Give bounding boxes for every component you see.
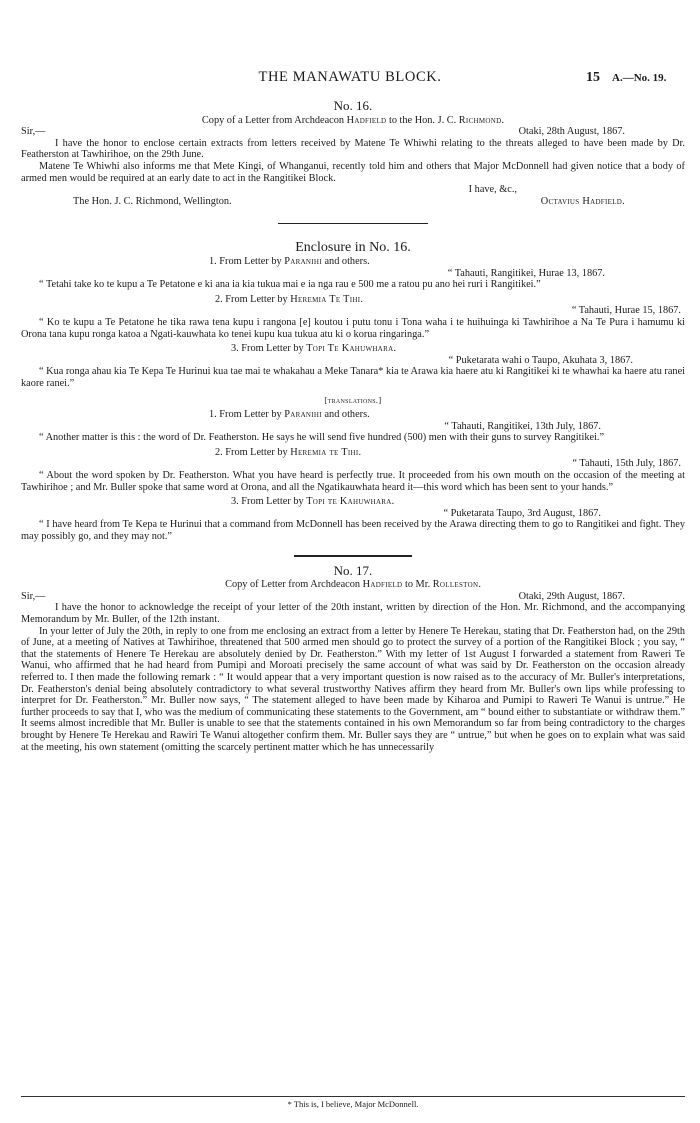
running-header: [0, 69, 700, 88]
dateline-row: [21, 458, 685, 470]
caption-text: and others.: [321, 255, 370, 267]
salutation: Sir,—: [21, 590, 46, 602]
letter-author: Paranihi: [284, 255, 322, 267]
no16-paragraph-1: I have the honor to enclose certain extracts from letters received by Matene Te Whiwhi relating to the threats alleged to have been made by Dr. Featherston at Tawhirihoe, on the 29th June.: [21, 137, 685, 161]
dateline-row: [21, 268, 685, 280]
closing: I have, &c.,: [468, 184, 517, 196]
dateline-row: [21, 508, 685, 520]
maori-letter-2: [21, 294, 685, 340]
no17-caption: [21, 579, 685, 591]
dateline-row: [21, 305, 685, 317]
caption-text: 1. From Letter by: [209, 255, 285, 267]
letter-caption: [21, 294, 685, 306]
caption-text: .: [358, 446, 362, 458]
translations-label: [translations.]: [324, 395, 382, 406]
caption-text: 3. From Letter by: [231, 343, 307, 355]
caption-text: 2. From Letter by: [215, 293, 291, 305]
letter-text: “ Kua ronga ahau kia Te Kepa Te Hurinui kua tae mai te whakahau a Meke Tanara* kia te Arawa kia haere atu ki Rangitikei ki te whawhai ka haere atu ranei kaore ranei.”: [21, 366, 685, 389]
caption-text: 3. From Letter by: [231, 496, 307, 508]
letter-dateline: “ Puketarata Taupo, 3rd August, 1867.: [443, 507, 601, 519]
english-letter-1: [21, 409, 685, 444]
place-date: Otaki, 29th August, 1867.: [518, 590, 625, 602]
dateline-row: [21, 421, 685, 433]
english-letter-2: [21, 447, 685, 493]
letter-text: “ I have heard from Te Kepa te Hurinui that a command from McDonnell has been received by the Arawa directing them to go to Rangitikei and fight. They may possibly go, and they may not.”: [21, 519, 685, 542]
paper-reference: A.—No. 19.: [612, 72, 667, 84]
english-letter-3: [21, 496, 685, 542]
section-divider: [294, 555, 412, 557]
footnote-area: [21, 1096, 685, 1111]
caption-recipient: Rolleston: [432, 579, 479, 591]
signature-line: [21, 196, 685, 208]
page-content: [21, 96, 685, 753]
letter-dateline: “ Tahauti, 15th July, 1867.: [572, 458, 681, 470]
caption-text: .: [360, 293, 363, 305]
footnote: * This is, I believe, Major McDonnell.: [287, 1099, 419, 1109]
letter-caption: [21, 496, 685, 508]
caption-text: 2. From Letter by: [215, 446, 291, 458]
letter-caption: [21, 447, 685, 459]
letter-text: “ About the word spoken by Dr. Featherston. What you have heard is perfectly true. It proceeded from his own mouth on the occasion of the meeting at Tawhirihoe ; and Mr. Buller spoke that same word at Orona, and all the Ngatikauwhata heard it—this word which has been sent to your hands.”: [21, 470, 685, 493]
addressee: The Hon. J. C. Richmond, Wellington.: [73, 195, 232, 207]
letter-author: Paranihi: [284, 409, 322, 421]
enclosure-heading: Enclosure in No. 16.: [295, 240, 411, 256]
letter-dateline: “ Puketarata wahi o Taupo, Akuhata 3, 1867.: [448, 354, 633, 366]
caption-recipient: Richmond: [458, 114, 502, 126]
no17-paragraph-1: I have the honor to acknowledge the receipt of your letter of the 20th instant, written by direction of the Hon. Mr. Richmond, and the accompanying Memorandum by Mr. Buller, of the 12th instant.: [21, 602, 685, 625]
caption-sender: Hadfield: [362, 579, 403, 591]
section-divider: [278, 223, 428, 224]
caption-text: to Mr.: [402, 579, 433, 591]
footnote-rule: [21, 1096, 685, 1097]
maori-letter-3: [21, 343, 685, 389]
caption-text: .: [393, 343, 397, 355]
no16-heading: No. 16.: [333, 98, 373, 113]
page-number: 15: [586, 70, 600, 85]
caption-text: .: [391, 496, 395, 508]
no16-caption: [21, 115, 685, 127]
letter-dateline: “ Tahauti, Hurae 15, 1867.: [571, 305, 681, 317]
closing-line: [21, 184, 685, 196]
caption-text: Copy of Letter from Archdeacon: [225, 579, 363, 591]
letter-text: “ Ko te kupu a Te Petatone he tika rawa tena kupu i rangona [e] koutou i putu tonu i Tona waha i te huihuinga ki Tawhirihoe a Na Te Pura i hamumu ki Orona tana kupu ronga katoa a Ngati-kauwhata ko tenei kupu kua tukua atu ki o korua ringaringa.”: [21, 316, 685, 340]
signature: Octavius Hadfield.: [540, 195, 625, 207]
letter-author: Topi Te Kahuwhara: [306, 343, 394, 355]
header-title: THE MANAWATU BLOCK.: [258, 69, 442, 85]
no17-paragraph-2: In your letter of July the 20th, in reply to one from me enclosing an extract from a letter by Henere Te Herekau, stating that Dr. Featherston had, on the 29th of June, at a meeting of Natives at Tawhirihoe, threatened that 500 armed men should go to protect the survey of a portion of the Rangitikei Block ; you say, “ that the statements of Henere Te Herekau are absolutely denied by Dr. Featherston.” With my letter of 1st August I forwarded a statement from Raweri Te Wanui, who affirmed that he had heard from Pumipi and Moroati precisely the same account of what was said by Dr. Featherston on the occasion already referred to. I then made the following remark : “ It would appear that a very important question is now raised as to the accuracy of Mr. Buller's interpretations, Dr. Featherston's denial being absolutely contradictory to what several trustworthy Natives affirm they heard from Mr. Buller's own lips while professing to interpret for Dr. Featherston.” Mr. Buller now says, “ The statement alleged to have been made by Kiharoa and Pumipi to Raweri Te Wanui is untrue.” He further proceeds to say that I, who was the medium of communicating these statements to the Government, am “ bound either to substantiate or withdraw them.” It seems almost incredible that Mr. Buller is unable to see that the statements contained in his own Memorandum so far from being contradictory to the charges brought by Henere Te Herekau and Rawiri Te Wanui altogether confirm them. Mr. Buller says they are “ untrue,” but when he goes on to explain what was said at the meeting, his own statement (omitting the scarcely pertinent matter which he has unnecessarily: [21, 625, 685, 753]
caption-text: .: [501, 114, 505, 126]
letter-caption: [21, 256, 685, 268]
no16-paragraph-2: Matene Te Whiwhi also informs me that Mete Kingi, of Whanganui, recently told him and others that Major McDonnell had given notice that a body of armed men would be required at an early date to act in the Rangitikei Block.: [21, 160, 685, 184]
no16-salutation-line: [21, 126, 685, 138]
letter-author: Topi te Kahuwhara: [306, 496, 392, 508]
letter-caption: [21, 343, 685, 355]
letter-text: “ Another matter is this : the word of Dr. Featherston. He says he will send five hundred (500) men with their guns to survey Rangitikei.”: [39, 432, 605, 444]
no17-salutation-line: [21, 591, 685, 603]
caption-text: .: [478, 579, 481, 591]
letter-dateline: “ Tahauti, Rangitikei, 13th July, 1867.: [444, 420, 601, 432]
maori-letter-1: [21, 256, 685, 291]
caption-text: and others.: [321, 409, 370, 421]
caption-sender: Hadfield: [346, 114, 387, 126]
letter-text: “ Tetahi take ko te kupu a Te Petatone e ki ana ia kia tukua mai e ia nga rau e 500 me a ratou pu ano hei ruri i Rangitikei.”: [39, 279, 541, 291]
letter-caption: [21, 409, 685, 421]
letter-author: Heremia Te Tihi: [290, 293, 361, 305]
caption-text: to the Hon. J. C.: [386, 114, 459, 126]
dateline-row: [21, 355, 685, 367]
letter-dateline: “ Tahauti, Rangitikei, Hurae 13, 1867.: [447, 267, 605, 279]
place-date: Otaki, 28th August, 1867.: [518, 126, 625, 138]
caption-text: Copy of a Letter from Archdeacon: [201, 114, 347, 126]
no17-heading: No. 17.: [333, 562, 373, 578]
letter-author: Heremia te Tihi: [290, 446, 359, 458]
salutation: Sir,—: [21, 126, 46, 138]
caption-text: 1. From Letter by: [209, 409, 285, 421]
